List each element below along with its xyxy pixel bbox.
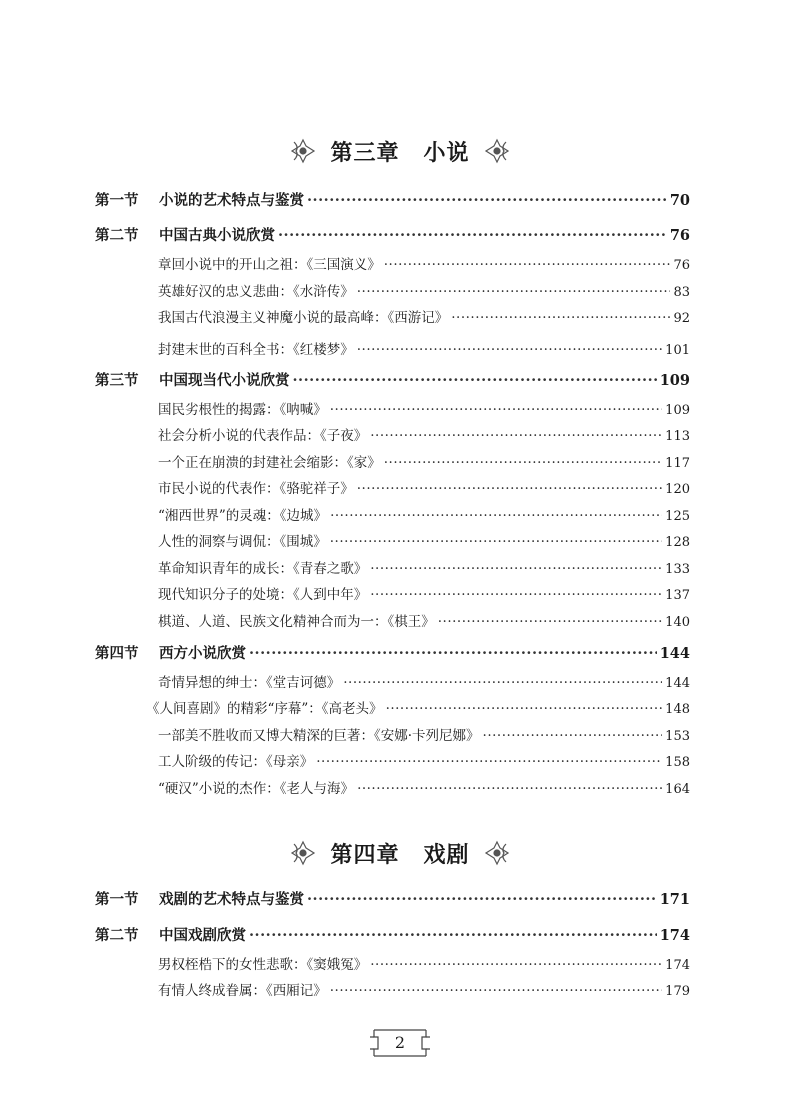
toc-item-row[interactable] bbox=[158, 340, 690, 361]
item-title: 封建末世的百科全书：《红楼梦》 bbox=[158, 342, 354, 358]
page-number: 76 bbox=[669, 227, 690, 244]
page-number: 137 bbox=[665, 588, 690, 603]
dot-leader bbox=[357, 340, 662, 360]
section-title: 中国戏剧欣赏 bbox=[159, 927, 246, 944]
page-number: 128 bbox=[665, 535, 690, 550]
page-number: 113 bbox=[665, 429, 690, 444]
section-title: 小说的艺术特点与鉴赏 bbox=[159, 192, 304, 209]
section-label: 第一节 bbox=[95, 192, 139, 209]
page-number: 125 bbox=[665, 509, 690, 524]
section-label: 第三节 bbox=[95, 372, 139, 389]
page-number: 70 bbox=[669, 192, 690, 209]
dot-leader bbox=[330, 506, 662, 526]
toc-item-row[interactable] bbox=[158, 559, 690, 580]
dot-leader bbox=[307, 191, 667, 211]
dot-leader bbox=[451, 308, 670, 328]
toc-section-row[interactable] bbox=[95, 226, 690, 246]
page-number: 153 bbox=[665, 729, 690, 744]
page-number: 101 bbox=[665, 343, 690, 358]
toc-item-row[interactable] bbox=[158, 779, 690, 800]
item-title: 有情人终成眷属：《西厢记》 bbox=[158, 983, 327, 999]
page-number: 140 bbox=[665, 615, 690, 630]
item-title: 人性的洞察与调侃：《围城》 bbox=[158, 534, 327, 550]
item-title: 英雄好汉的忠义悲曲：《水浒传》 bbox=[158, 284, 354, 300]
item-title: 革命知识青年的成长：《青春之歌》 bbox=[158, 561, 368, 577]
item-title: 社会分析小说的代表作品：《子夜》 bbox=[158, 428, 368, 444]
toc-item-row[interactable] bbox=[158, 532, 690, 553]
item-title: 棋道、人道、民族文化精神合而为一：《棋王》 bbox=[158, 614, 435, 630]
item-title: 男权桎梏下的女性悲歌：《窦娥冤》 bbox=[158, 957, 368, 973]
toc-item-row[interactable] bbox=[158, 453, 690, 474]
toc-section-row[interactable] bbox=[95, 371, 690, 391]
section-title: 戏剧的艺术特点与鉴赏 bbox=[159, 891, 304, 908]
item-title: 章回小说中的开山之祖：《三国演义》 bbox=[158, 257, 381, 273]
ornament-left-icon bbox=[290, 138, 316, 164]
page-number: 76 bbox=[673, 258, 690, 273]
chapter-title-3 bbox=[0, 131, 800, 171]
toc-item-row[interactable] bbox=[158, 726, 690, 747]
dot-leader bbox=[330, 400, 662, 420]
chapter-name: 戏剧 bbox=[423, 841, 470, 868]
page-number: 109 bbox=[665, 403, 690, 418]
dot-leader bbox=[483, 726, 663, 746]
page-number: 117 bbox=[665, 456, 690, 471]
toc-section-row[interactable] bbox=[95, 926, 690, 946]
item-title: 工人阶级的传记：《母亲》 bbox=[158, 754, 314, 770]
ornament-right-icon bbox=[484, 840, 510, 866]
ornament-right-icon bbox=[484, 138, 510, 164]
chapter-number: 第四章 bbox=[330, 841, 400, 868]
toc-item-row[interactable] bbox=[158, 282, 690, 303]
toc-item-row[interactable] bbox=[158, 585, 690, 606]
page-number: 174 bbox=[659, 927, 690, 944]
page-number: 83 bbox=[673, 285, 690, 300]
toc-section-row[interactable] bbox=[95, 890, 690, 910]
toc-item-row[interactable] bbox=[158, 400, 690, 421]
section-label: 第二节 bbox=[95, 927, 139, 944]
item-title: 奇情异想的绅士：《堂吉诃德》 bbox=[158, 675, 341, 691]
dot-leader bbox=[293, 371, 657, 391]
dot-leader bbox=[278, 226, 667, 246]
page-number: 144 bbox=[665, 676, 690, 691]
item-title: 一部美不胜收而又博大精深的巨著：《安娜·卡列尼娜》 bbox=[158, 728, 480, 744]
dot-leader bbox=[386, 699, 663, 719]
section-label: 第二节 bbox=[95, 227, 139, 244]
toc-item-row[interactable] bbox=[158, 673, 690, 694]
toc-item-row[interactable] bbox=[158, 955, 690, 976]
dot-leader bbox=[370, 955, 662, 975]
toc-item-row[interactable] bbox=[158, 308, 690, 329]
chapter-number: 第三章 bbox=[330, 139, 400, 166]
toc-item-row[interactable] bbox=[158, 426, 690, 447]
ornament-left-icon bbox=[290, 840, 316, 866]
toc-item-row[interactable] bbox=[158, 506, 690, 527]
dot-leader bbox=[343, 673, 662, 693]
page-footer bbox=[368, 1026, 432, 1060]
dot-leader bbox=[438, 612, 662, 632]
page-number: 171 bbox=[659, 891, 690, 908]
item-title: 现代知识分子的处境：《人到中年》 bbox=[158, 587, 368, 603]
dot-leader bbox=[384, 255, 671, 275]
item-title: 国民劣根性的揭露：《呐喊》 bbox=[158, 402, 327, 418]
item-title: 我国古代浪漫主义神魔小说的最高峰：《西游记》 bbox=[158, 310, 449, 326]
dot-leader bbox=[384, 453, 662, 473]
dot-leader bbox=[316, 752, 662, 772]
dot-leader bbox=[249, 644, 657, 664]
chapter-title-4 bbox=[0, 833, 800, 873]
section-label: 第四节 bbox=[95, 645, 139, 662]
item-title: 《人间喜剧》的精彩“序幕”：《高老头》 bbox=[146, 701, 383, 717]
section-title: 中国古典小说欣赏 bbox=[159, 227, 275, 244]
dot-leader bbox=[249, 926, 657, 946]
dot-leader bbox=[357, 779, 662, 799]
section-title: 西方小说欣赏 bbox=[159, 645, 246, 662]
toc-item-row[interactable] bbox=[158, 479, 690, 500]
page-number-footer: 2 bbox=[394, 1033, 406, 1052]
dot-leader bbox=[307, 890, 657, 910]
page-number: 148 bbox=[665, 702, 690, 717]
dot-leader bbox=[330, 981, 662, 1001]
toc-section-row[interactable] bbox=[95, 644, 690, 664]
dot-leader bbox=[370, 559, 662, 579]
dot-leader bbox=[357, 479, 662, 499]
page-number: 158 bbox=[665, 755, 690, 770]
page-number: 179 bbox=[665, 984, 690, 999]
item-title: 市民小说的代表作：《骆驼祥子》 bbox=[158, 481, 354, 497]
toc-item-row[interactable] bbox=[158, 981, 690, 1002]
section-title: 中国现当代小说欣赏 bbox=[159, 372, 290, 389]
toc-item-row[interactable] bbox=[158, 255, 690, 276]
dot-leader bbox=[330, 532, 662, 552]
item-title: “硬汉”小说的杰作：《老人与海》 bbox=[158, 781, 355, 797]
toc-section-row[interactable] bbox=[95, 191, 690, 211]
dot-leader bbox=[370, 585, 662, 605]
page-number: 120 bbox=[665, 482, 690, 497]
item-title: “湘西世界”的灵魂：《边城》 bbox=[158, 508, 328, 524]
section-label: 第一节 bbox=[95, 891, 139, 908]
page-number: 133 bbox=[665, 562, 690, 577]
toc-item-row[interactable] bbox=[158, 752, 690, 773]
dot-leader bbox=[357, 282, 671, 302]
item-title: 一个正在崩溃的封建社会缩影：《家》 bbox=[158, 455, 381, 471]
dot-leader bbox=[370, 426, 662, 446]
page-number: 109 bbox=[659, 372, 690, 389]
chapter-name: 小说 bbox=[423, 139, 470, 166]
page-number: 92 bbox=[673, 311, 690, 326]
page-number: 174 bbox=[665, 958, 690, 973]
page-number: 164 bbox=[665, 782, 690, 797]
toc-item-row[interactable] bbox=[146, 699, 690, 720]
toc-item-row[interactable] bbox=[158, 612, 690, 633]
page-number: 144 bbox=[659, 645, 690, 662]
